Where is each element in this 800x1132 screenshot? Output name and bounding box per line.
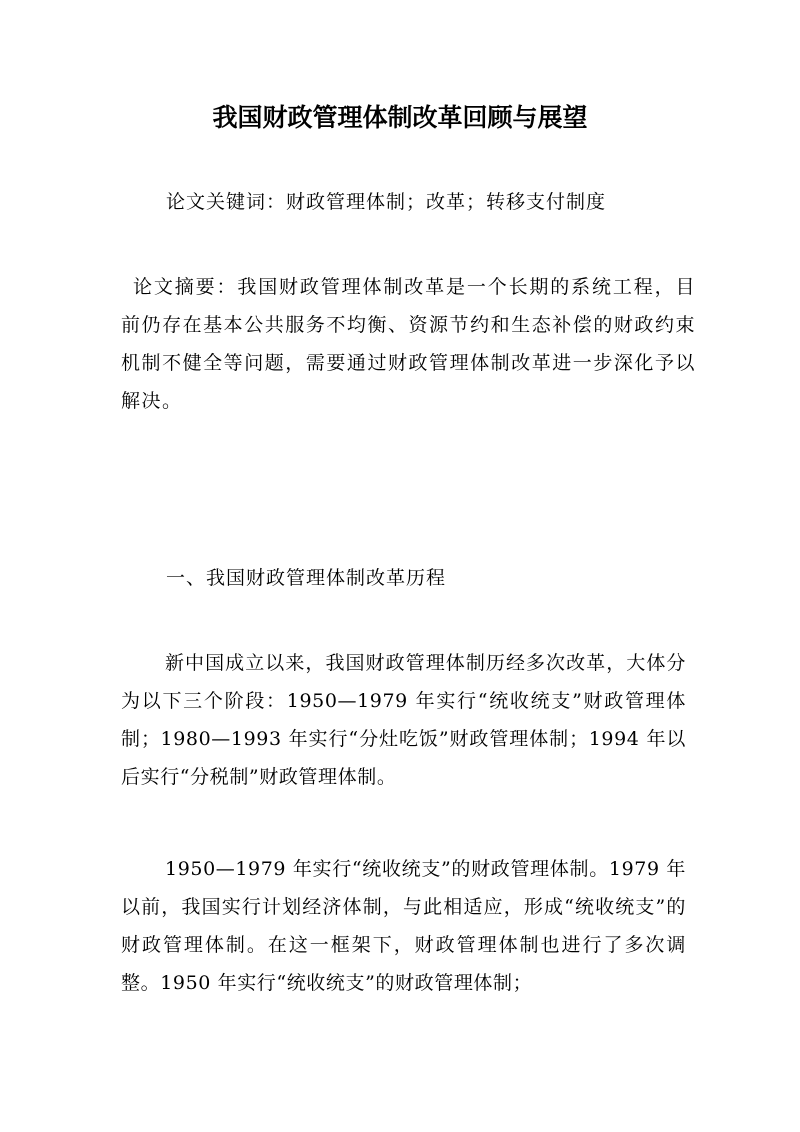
abstract-paragraph: 论文摘要：我国财政管理体制改革是一个长期的系统工程，目前仍存在基本公共服务不均衡、资源节约和生态补偿的财政约束机制不健全等问题，需要通过财政管理体制改革进一步深化予以解决。 <box>121 276 696 412</box>
keywords-line: 论文关键词：财政管理体制；改革；转移支付制度 <box>166 191 607 213</box>
document-title: 我国财政管理体制改革回顾与展望 <box>212 103 588 132</box>
body-paragraph-1: 新中国成立以来，我国财政管理体制历经多次改革，大体分为以下三个阶段：1950—1979 年实行“统收统支”财政管理体制；1980—1993 年实行“分灶吃饭”财政管理体制；1994 年以后实行“分税制”财政管理体制。 <box>121 652 686 788</box>
section-heading: 一、我国财政管理体制改革历程 <box>166 567 447 589</box>
body-paragraph-2: 1950—1979 年实行“统收统支”的财政管理体制。1979 年以前，我国实行计划经济体制，与此相适应，形成“统收统支”的财政管理体制。在这一框架下，财政管理体制也进行了多次调整。1950 年实行“统收统支”的财政管理体制； <box>121 858 687 994</box>
